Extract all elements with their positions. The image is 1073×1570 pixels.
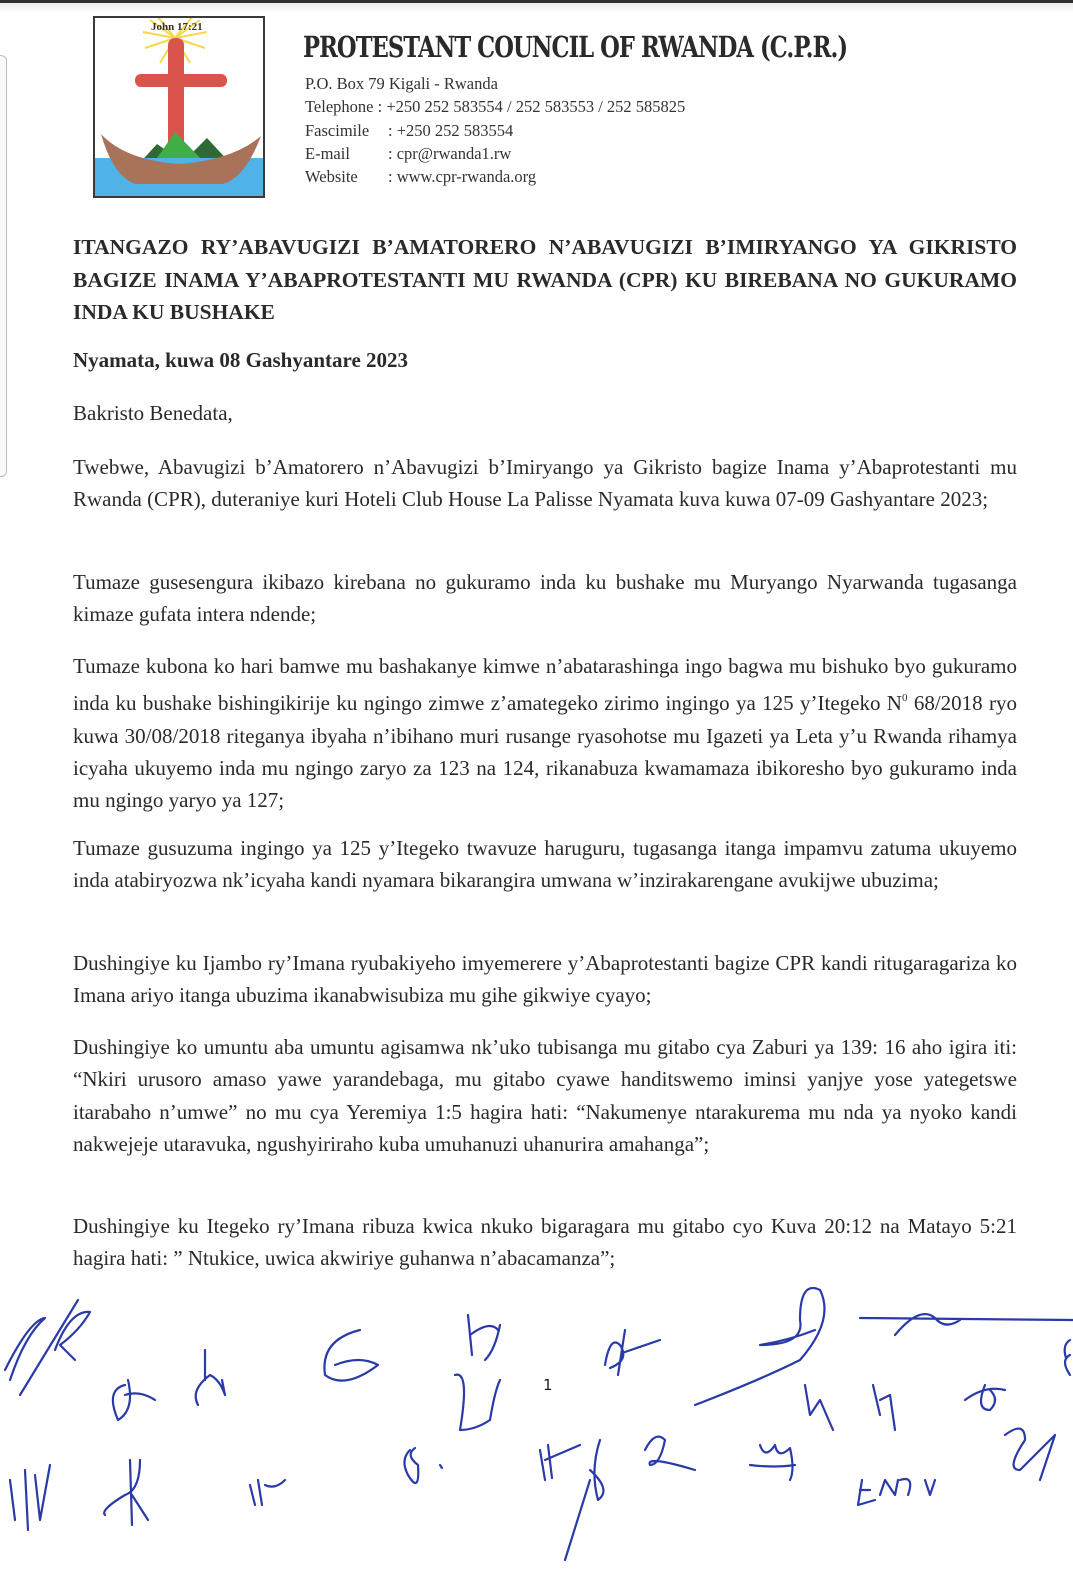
signature bbox=[250, 1480, 285, 1505]
signature bbox=[750, 1445, 795, 1480]
contact-block bbox=[305, 72, 685, 188]
paragraph-3-part-a: Tumaze kubona ko hari bamwe mu bashakanye kimwe n’abatarashinga ingo bagwa mu bishuko byo gukuramo inda ku bushake bishingikirije ku ngingo zimwe z’amategeko zirimo ingingo ya 125 y’Itegeko N bbox=[73, 654, 1017, 716]
signature bbox=[196, 1350, 225, 1405]
paragraph-6: Dushingiye ko umuntu aba umuntu agisamwa nk’uko tubisanga mu gitabo cya Zaburi ya 139: 16 aho igira iti: “Nkiri urusoro amaso yawe yarandebaga, mu gitabo cyawe handitswemo iminsi yanjye yose yategetswe itarabaho n’umwe” no mu cya Yeremiya 1:5 hagira hati: “Nakumenye ntarakurema mu nda ya nyoko kandi nakwejeje utaravuka, ngushyiriraho kuba umuhanuzi uhanurira amahanga”; bbox=[73, 1035, 1017, 1156]
verse-label: John 17:21 bbox=[151, 21, 203, 33]
signature bbox=[605, 1330, 660, 1375]
signature bbox=[860, 1314, 1073, 1335]
email-label: E-mail bbox=[305, 143, 350, 163]
greeting: Bakristo Benedata, bbox=[73, 401, 233, 425]
page-number: 1 bbox=[543, 1376, 553, 1394]
organization-name: PROTESTANT COUNCIL OF RWANDA (C.P.R.) bbox=[303, 30, 848, 64]
top-edge-shadow bbox=[0, 3, 1073, 13]
superscript-zero: 0 bbox=[901, 692, 908, 705]
signature bbox=[324, 1330, 378, 1381]
signature bbox=[965, 1385, 1005, 1410]
document-heading: ITANGAZO RY’ABAVUGIZI B’AMATORERO N’ABAVUGIZI B’IMIRYANGO YA GIKRISTO BAGIZE INAMA Y’ABAPROTESTANTI MU RWANDA (CPR) KU BIREBANA NO GUKURAMO INDA KU BUSHAKE bbox=[73, 235, 1017, 324]
signature bbox=[900, 1479, 935, 1495]
signature bbox=[404, 1448, 442, 1483]
paragraph-1: Twebwe, Abavugizi b’Amatorero n’Abavugizi b’Imiryango ya Gikristo bagize Inama y’Abaprotestanti mu Rwanda (CPR), duteraniye kuri Hoteli Club House La Palisse Nyamata kuva kuwa 07-09 Gashyantare 2023; bbox=[73, 455, 1017, 512]
telephone-row bbox=[305, 95, 685, 118]
paragraph-5: Dushingiye ku Ijambo ry’Imana ryubakiyeho imyemerere y’Abaprotestanti bagize CPR kandi ritugaragariza ko Imana ariyo itanga ubuzima ikanabwisubiza mu gihe gikwiye cyayo; bbox=[73, 951, 1017, 1008]
signature bbox=[858, 1480, 898, 1505]
signature bbox=[1005, 1429, 1055, 1480]
website-label: Website bbox=[305, 167, 358, 187]
paragraph-2: Tumaze gusesengura ikibazo kirebana no gukuramo inda ku bushake mu Muryango Nyarwanda tugasanga kimaze gufata intera ndende; bbox=[73, 570, 1017, 627]
cpr-logo bbox=[93, 16, 265, 198]
website-value: : www.cpr-rwanda.org bbox=[388, 167, 537, 187]
date-line: Nyamata, kuwa 08 Gashyantare 2023 bbox=[73, 348, 409, 372]
cross-icon bbox=[135, 38, 227, 150]
signatures-area bbox=[0, 1280, 1073, 1570]
telephone-value: : +250 252 583554 / 252 583553 / 252 585825 bbox=[377, 97, 686, 117]
left-edge-handle bbox=[0, 55, 7, 477]
signature bbox=[10, 1465, 50, 1530]
signature bbox=[455, 1315, 500, 1430]
signature bbox=[5, 1300, 90, 1395]
email-value: : cpr@rwanda1.rw bbox=[388, 143, 512, 163]
signature bbox=[104, 1460, 148, 1525]
signature bbox=[873, 1385, 895, 1430]
signature bbox=[645, 1437, 695, 1470]
address: P.O. Box 79 Kigali - Rwanda bbox=[305, 74, 498, 93]
paragraph-3 bbox=[73, 650, 1017, 816]
fax-row bbox=[305, 119, 685, 142]
fax-value: : +250 252 583554 bbox=[388, 120, 514, 140]
signature bbox=[113, 1380, 155, 1420]
signature bbox=[565, 1440, 603, 1560]
email-row bbox=[305, 142, 685, 165]
paragraph-4: Tumaze gusuzuma ingingo ya 125 y’Itegeko twavuze haruguru, tugasanga itanga impamvu zatuma ukuyemo inda atabiryozwa nk’icyaha kandi nyamara bikarangira umwana w’inzirakarengane avukijwe ubuzima; bbox=[73, 836, 1017, 893]
paragraph-3-part-b: 68/2018 ryo kuwa 30/08/2018 riteganya ibyaha n’ibihano muri rusange ryasohotse mu Igazeti ya Leta y’u Rwanda rihamya icyaha ukuyemo inda mu ngingo zaryo za 123 na 124, rikanabuza kwamamaza ibikoresho byo gukuramo inda mu ngingo yaryo ya 127; bbox=[73, 691, 1018, 813]
fax-label: Fascimile bbox=[305, 120, 370, 140]
signature bbox=[805, 1385, 833, 1430]
paragraph-7: Dushingiye ku Itegeko ry’Imana ribuza kwica nkuko bigaragara mu gitabo cyo Kuva 20:12 na Matayo 5:21 hagira hati: ” Ntukice, uwica akwiriye guhanwa n’abacamanza”; bbox=[73, 1214, 1017, 1271]
website-row bbox=[305, 165, 685, 188]
signature bbox=[540, 1445, 580, 1480]
telephone-label: Telephone bbox=[305, 97, 374, 117]
